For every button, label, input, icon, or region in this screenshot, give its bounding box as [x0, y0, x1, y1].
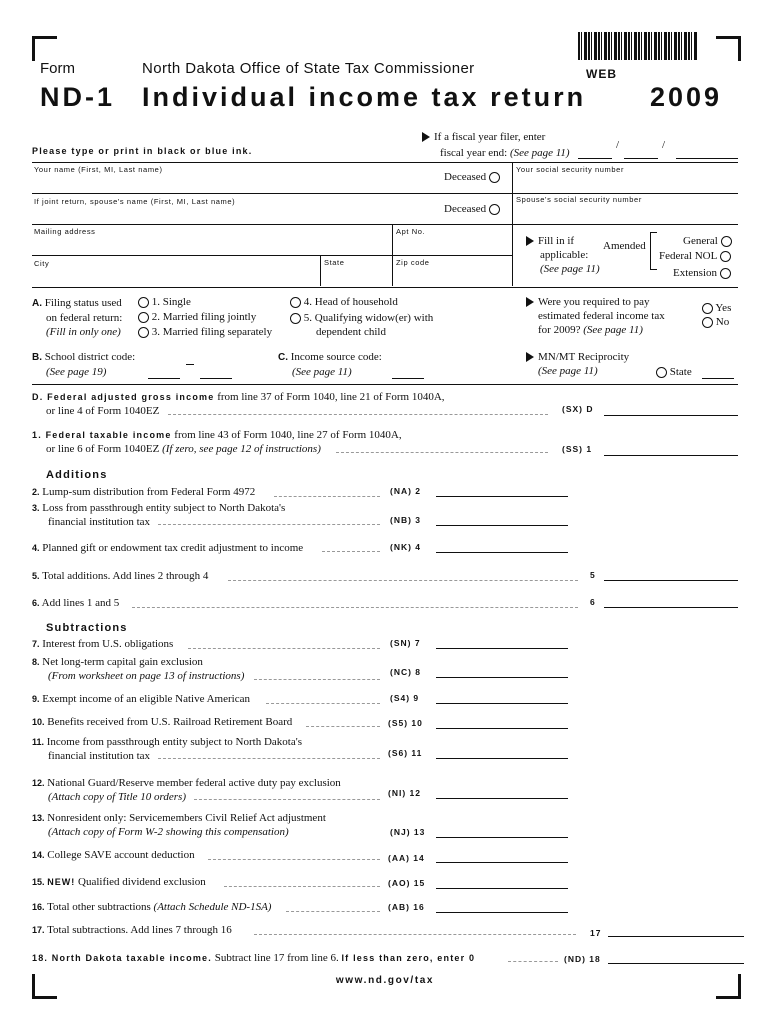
school-district-label: B. School district code: (See page 19) — [32, 351, 136, 378]
arrow-icon — [526, 297, 534, 307]
radio-icon[interactable] — [138, 312, 149, 323]
leader-dots — [168, 414, 548, 415]
leader-dots — [254, 934, 576, 935]
leader-dots — [254, 679, 380, 680]
line-6-code: 6 — [590, 597, 596, 607]
leader-dots — [286, 911, 380, 912]
extension-option[interactable]: Extension — [673, 267, 731, 279]
amended-bracket — [650, 232, 657, 270]
leader-dots — [224, 886, 380, 887]
leader-dots — [266, 703, 380, 704]
income-source-field[interactable] — [392, 378, 424, 379]
leader-dots — [228, 580, 578, 581]
reciprocity-state-field[interactable] — [702, 378, 734, 379]
corner-mark-top-left — [32, 36, 57, 61]
filing-single[interactable]: 1. Single — [138, 296, 191, 308]
line-14-code: (AA) 14 — [388, 853, 425, 863]
line-d-code: (SX) D — [562, 404, 594, 414]
fiscal-month-field[interactable] — [578, 158, 612, 159]
your-name-field[interactable]: Your name (First, MI, Last name) — [34, 165, 163, 174]
line-10-amount[interactable] — [436, 728, 568, 729]
line-15-amount[interactable] — [436, 888, 568, 889]
grid-row-3 — [32, 255, 512, 256]
leader-dots — [336, 452, 548, 453]
form-id: ND-1 — [40, 82, 116, 112]
spouse-name-field[interactable]: If joint return, spouse's name (First, MI, Last name) — [34, 197, 236, 206]
estimated-yes[interactable]: Yes — [702, 302, 731, 314]
radio-icon[interactable] — [721, 236, 732, 247]
leader-dots — [208, 859, 380, 860]
line-12-code: (NI) 12 — [388, 788, 421, 798]
grid-row-2 — [32, 224, 738, 225]
city-field[interactable]: City — [34, 259, 50, 268]
line-7-amount[interactable] — [436, 648, 568, 649]
line-1-label: 1. Federal taxable income from line 43 of Form 1040, line 27 of Form 1040A, or line 6 of Form 1040EZ (If zero, see page 12 of instructions) — [32, 429, 402, 455]
line-2-code: (NA) 2 — [390, 486, 422, 496]
line-9-code: (S4) 9 — [390, 693, 420, 703]
reciprocity-state-option[interactable]: State — [656, 366, 692, 378]
radio-icon[interactable] — [656, 367, 667, 378]
leader-dots — [158, 758, 380, 759]
line-14-label: 14. College SAVE account deduction — [32, 849, 195, 861]
filing-head-of-household[interactable]: 4. Head of household — [290, 296, 398, 308]
additions-heading: Additions — [46, 469, 108, 481]
line-5-label: 5. Total additions. Add lines 2 through 4 — [32, 570, 209, 582]
radio-icon[interactable] — [702, 317, 713, 328]
filing-married-separately[interactable]: 3. Married filing separately — [138, 326, 272, 338]
mailing-address-field[interactable]: Mailing address — [34, 227, 96, 236]
line-18-code: (ND) 18 — [564, 954, 601, 964]
income-source-label: C. Income source code: (See page 11) — [278, 351, 382, 378]
tax-year: 2009 — [650, 82, 723, 112]
radio-icon[interactable] — [290, 297, 301, 308]
line-d-amount[interactable] — [604, 415, 738, 416]
fiscal-year-field[interactable] — [676, 158, 738, 159]
radio-icon[interactable] — [702, 303, 713, 314]
line-d-label: D. Federal adjusted gross income from line 37 of Form 1040, line 21 of Form 1040A, or line 4 of Form 1040EZ — [32, 391, 445, 417]
grid-row-1 — [32, 193, 738, 194]
line-13-amount[interactable] — [436, 837, 568, 838]
estimated-tax-question: Were you required to pay estimated federal income tax for 2009? (See page 11) — [526, 295, 665, 337]
line-15-code: (AO) 15 — [388, 878, 426, 888]
filing-qualifying-widow[interactable]: 5. Qualifying widow(er) with dependent child — [290, 311, 433, 339]
line-15-label: 15. NEW! Qualified dividend exclusion — [32, 876, 206, 888]
arrow-icon — [526, 236, 534, 246]
deceased-1[interactable]: Deceased — [444, 171, 500, 183]
deceased-2[interactable]: Deceased — [444, 203, 500, 215]
zip-field[interactable]: Zip code — [396, 258, 430, 267]
line-18-label: 18. North Dakota taxable income. Subtract line 17 from line 6. If less than zero, enter 0 — [32, 952, 476, 964]
leader-dots — [158, 524, 380, 525]
leader-dots — [306, 726, 380, 727]
line-16-label: 16. Total other subtractions (Attach Schedule ND-1SA) — [32, 901, 272, 913]
fiscal-slash-2: / — [662, 139, 666, 151]
grid-vertical-state — [320, 255, 321, 286]
fiscal-slash-1: / — [616, 139, 620, 151]
line-3-amount[interactable] — [436, 525, 568, 526]
line-17-amount[interactable] — [608, 936, 744, 937]
spouse-ssn-field[interactable]: Spouse's social security number — [516, 195, 642, 204]
line-1-code: (SS) 1 — [562, 444, 593, 454]
arrow-icon — [422, 132, 430, 142]
line-5-code: 5 — [590, 570, 596, 580]
footer-url[interactable]: www.nd.gov/tax — [335, 975, 435, 986]
radio-icon[interactable] — [489, 172, 500, 183]
grid-vertical-apt — [392, 224, 393, 286]
line-17-label: 17. Total subtractions. Add lines 7 through 16 — [32, 924, 232, 936]
line-3-code: (NB) 3 — [390, 515, 422, 525]
line-12-label: 12. National Guard/Reserve member federal active duty pay exclusion (Attach copy of Title 10 orders) — [32, 777, 341, 803]
line-5-amount[interactable] — [604, 580, 738, 581]
line-8-amount[interactable] — [436, 677, 568, 678]
radio-icon[interactable] — [489, 204, 500, 215]
fiscal-year-end-label: fiscal year end: (See page 11) — [440, 147, 570, 159]
line-13-code: (NJ) 13 — [390, 827, 426, 837]
line-7-code: (SN) 7 — [390, 638, 421, 648]
line-4-label: 4. Planned gift or endowment tax credit adjustment to income — [32, 542, 304, 554]
ink-instructions: Please type or print in black or blue ink. — [32, 146, 253, 156]
line-10-code: (S5) 10 — [388, 718, 423, 728]
line-2-label: 2. Lump-sum distribution from Federal Form 4972 — [32, 486, 256, 498]
line-16-amount[interactable] — [436, 912, 568, 913]
line-1-amount[interactable] — [604, 455, 738, 456]
line-4-code: (NK) 4 — [390, 542, 422, 552]
line-11-amount[interactable] — [436, 758, 568, 759]
line-8-code: (NC) 8 — [390, 667, 422, 677]
agency-name: North Dakota Office of State Tax Commissioner — [142, 60, 475, 77]
amended-general[interactable]: General — [683, 235, 732, 247]
leader-dots — [322, 551, 380, 552]
leader-dots — [194, 799, 380, 800]
your-ssn-field[interactable]: Your social security number — [516, 165, 625, 174]
filing-married-jointly[interactable]: 2. Married filing jointly — [138, 311, 256, 323]
subtractions-heading: Subtractions — [46, 622, 128, 634]
reciprocity-label: MN/MT Reciprocity (See page 11) — [526, 350, 629, 378]
line-14-amount[interactable] — [436, 862, 568, 863]
leader-dots — [132, 607, 578, 608]
leader-dots — [274, 496, 380, 497]
line-11-label: 11. Income from passthrough entity subject to North Dakota's financial institution tax — [32, 736, 302, 762]
filing-status-label: A. Filing status used on federal return: (Fill in only one) — [32, 297, 123, 338]
line-9-amount[interactable] — [436, 703, 568, 704]
state-field[interactable]: State — [324, 258, 345, 267]
apt-field[interactable]: Apt No. — [396, 227, 426, 236]
line-16-code: (AB) 16 — [388, 902, 425, 912]
section-divider — [32, 384, 738, 385]
line-13-label: 13. Nonresident only: Servicemembers Civil Relief Act adjustment (Attach copy of Form W-2 showing this compensation) — [32, 812, 326, 838]
line-11-code: (S6) 11 — [388, 748, 423, 758]
corner-mark-top-right — [716, 36, 741, 61]
school-district-field-2[interactable] — [200, 378, 232, 379]
fill-in-label: Fill in if applicable: (See page 11) — [526, 234, 600, 276]
radio-icon[interactable] — [720, 251, 731, 262]
amended-federal-nol[interactable]: Federal NOL — [659, 250, 731, 262]
school-dash — [186, 364, 194, 365]
name-address-grid — [32, 162, 738, 288]
line-2-amount[interactable] — [436, 496, 568, 497]
radio-icon[interactable] — [138, 327, 149, 338]
line-10-label: 10. Benefits received from U.S. Railroad Retirement Board — [32, 716, 293, 728]
fiscal-day-field[interactable] — [624, 158, 658, 159]
leader-dots — [188, 648, 380, 649]
web-label: WEB — [586, 67, 617, 81]
line-8-label: 8. Net long-term capital gain exclusion (From worksheet on page 13 of instructions) — [32, 656, 245, 682]
arrow-icon — [526, 352, 534, 362]
line-6-amount[interactable] — [604, 607, 738, 608]
line-9-label: 9. Exempt income of an eligible Native American — [32, 693, 250, 705]
form-label: Form — [40, 60, 75, 77]
barcode — [578, 32, 698, 60]
line-18-amount[interactable] — [608, 963, 744, 964]
school-district-field-1[interactable] — [148, 378, 180, 379]
line-3-label: 3. Loss from passthrough entity subject to North Dakota's financial institution tax — [32, 502, 286, 528]
leader-dots — [508, 961, 558, 962]
grid-vertical-right — [512, 224, 513, 286]
line-4-amount[interactable] — [436, 552, 568, 553]
line-12-amount[interactable] — [436, 798, 568, 799]
fiscal-year-prompt: If a fiscal year filer, enter — [422, 131, 545, 143]
amended-label: Amended — [603, 240, 646, 252]
page-title: Individual income tax return — [142, 82, 587, 112]
estimated-no[interactable]: No — [702, 316, 729, 328]
line-7-label: 7. Interest from U.S. obligations — [32, 638, 174, 650]
radio-icon[interactable] — [290, 313, 301, 324]
radio-icon[interactable] — [720, 268, 731, 279]
line-6-label: 6. Add lines 1 and 5 — [32, 597, 120, 609]
radio-icon[interactable] — [138, 297, 149, 308]
line-17-code: 17 — [590, 928, 602, 938]
